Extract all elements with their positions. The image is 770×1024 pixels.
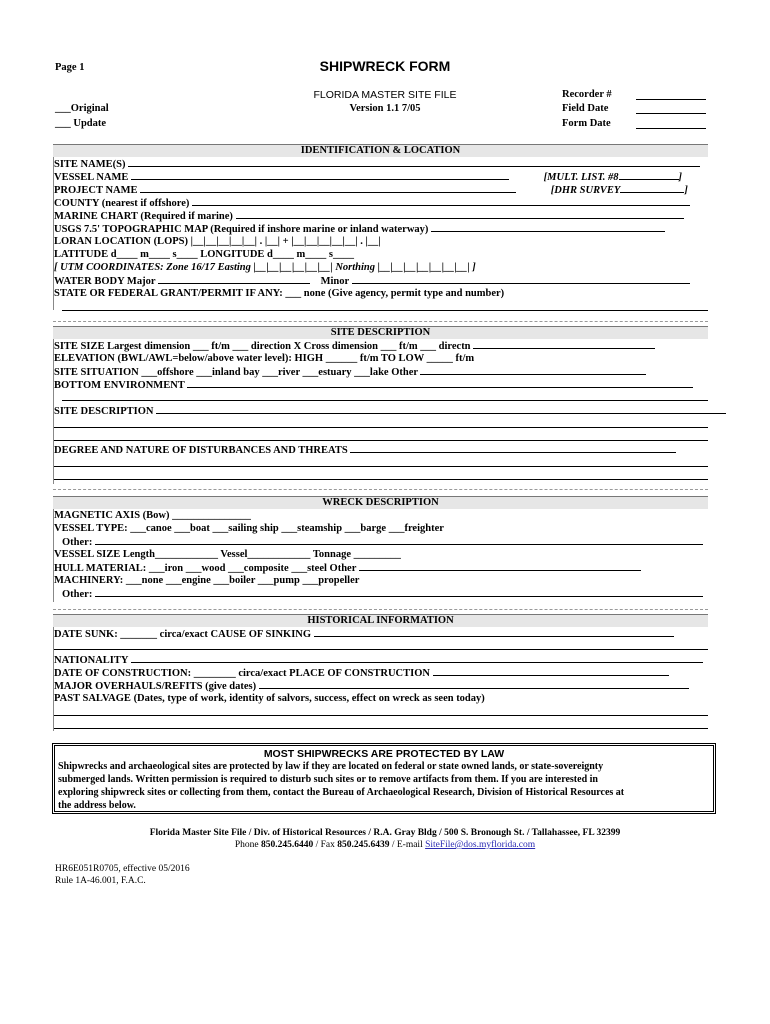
disturbances-field-2[interactable] xyxy=(54,466,708,467)
overhauls-label: MAJOR OVERHAULS/REFITS (give dates) xyxy=(54,681,257,692)
bottom-field-2[interactable] xyxy=(62,400,708,401)
cause-field-2[interactable] xyxy=(54,649,708,650)
site-size-label[interactable]: SITE SIZE Largest dimension ___ ft/m ___ direction X Cross dimension ___ ft/m ___ directn xyxy=(54,341,471,352)
grant-label: STATE OR FEDERAL GRANT/PERMIT IF ANY: ___ none (Give agency, permit type and number) xyxy=(54,288,505,299)
vessel-name-field[interactable] xyxy=(131,170,509,180)
site-description-heading: SITE DESCRIPTION xyxy=(53,326,708,339)
footer-contact xyxy=(0,840,770,850)
project-name-label: PROJECT NAME xyxy=(54,185,138,196)
fax-number: 850.245.6439 xyxy=(337,840,390,850)
rule-reference: Rule 1A-46.001, F.A.C. xyxy=(55,876,146,886)
field-date-label: Field Date xyxy=(562,103,609,114)
mult-list-label: [MULT. LIST. #8 xyxy=(543,172,619,183)
nationality-row xyxy=(54,653,708,666)
project-name-row: PROJECT NAME [DHR SURVEY ] xyxy=(54,185,688,196)
historical-heading: HISTORICAL INFORMATION xyxy=(53,614,708,627)
salvage-row xyxy=(54,692,708,705)
date-sunk-row xyxy=(54,627,708,640)
county-label: COUNTY (nearest if offshore) xyxy=(54,198,190,209)
marine-chart-field[interactable] xyxy=(236,209,684,219)
site-names-label: SITE NAME(S) xyxy=(54,159,126,170)
vessel-type-other-label: Other: xyxy=(62,537,93,548)
form-date-field[interactable] xyxy=(636,128,706,129)
footer-address: Florida Master Site File / Div. of Historical Resources / R.A. Gray Bldg / 500 S. Bronough St. / Tallahassee, FL 32399 xyxy=(149,828,621,838)
law-notice-box xyxy=(52,743,716,814)
water-body-label: WATER BODY Major xyxy=(54,276,156,287)
salvage-field[interactable] xyxy=(54,715,708,716)
update-checkbox[interactable]: ___ Update xyxy=(55,118,107,129)
marine-chart-label: MARINE CHART (Required if marine) xyxy=(54,211,233,222)
form-date-label: Form Date xyxy=(562,118,611,129)
lat-long-row xyxy=(54,248,708,261)
disturbances-field[interactable] xyxy=(350,443,676,453)
disturbances-row xyxy=(54,443,708,456)
identification-heading: IDENTIFICATION & LOCATION xyxy=(53,144,708,157)
law-line-1: Shipwrecks and archaeological sites are protected by law if they are located on federal or state owned lands, or state-sovereignty xyxy=(58,761,604,772)
grant-field[interactable] xyxy=(62,310,708,311)
elevation-row xyxy=(54,352,708,365)
law-line-4: the address below. xyxy=(58,800,136,811)
water-body-row xyxy=(54,274,708,287)
form-subtitle: FLORIDA MASTER SITE FILE xyxy=(313,89,457,101)
project-name-field[interactable] xyxy=(140,183,516,193)
machinery-other-label: Other: xyxy=(62,589,93,600)
section-separator xyxy=(53,489,708,490)
loran-row xyxy=(54,235,708,248)
wreck-heading: WRECK DESCRIPTION xyxy=(53,496,708,509)
email-link[interactable]: SiteFile@dos.myflorida.com xyxy=(425,840,536,850)
hull-other-field[interactable] xyxy=(359,561,641,571)
phone-prefix: Phone xyxy=(234,840,261,850)
dhr-survey-field[interactable] xyxy=(620,183,684,193)
machinery-other-row xyxy=(54,587,716,600)
email-prefix: / E-mail xyxy=(389,840,426,850)
magnetic-label[interactable]: MAGNETIC AXIS (Bow) _______________ xyxy=(54,510,251,521)
recorder-field[interactable] xyxy=(636,99,706,100)
overhauls-field[interactable] xyxy=(259,679,689,689)
mult-list-field[interactable] xyxy=(619,170,679,180)
county-field[interactable] xyxy=(192,196,690,206)
situation-row xyxy=(54,365,708,378)
field-date-field[interactable] xyxy=(636,113,706,114)
hull-row xyxy=(54,561,708,574)
description-row xyxy=(54,404,708,417)
nationality-label: NATIONALITY xyxy=(54,655,129,666)
form-code: HR6E051R0705, effective 05/2016 xyxy=(55,864,190,874)
machinery-other-field[interactable] xyxy=(95,587,703,597)
form-title: SHIPWRECK FORM xyxy=(319,58,451,74)
vessel-type-other-field[interactable] xyxy=(95,535,703,545)
law-heading: MOST SHIPWRECKS ARE PROTECTED BY LAW xyxy=(263,748,505,760)
site-names-row xyxy=(54,157,708,170)
vessel-type-other-row xyxy=(54,535,716,548)
usgs-label: USGS 7.5' TOPOGRAPHIC MAP (Required if inshore marine or inland waterway) xyxy=(54,224,429,235)
page-number: Page 1 xyxy=(55,62,85,73)
disturbances-field-3[interactable] xyxy=(54,479,708,480)
usgs-field[interactable] xyxy=(431,222,665,232)
construction-row xyxy=(54,666,708,679)
elevation-label[interactable]: ELEVATION (BWL/AWL=below/above water level): HIGH ______ ft/m TO LOW _____ ft/m xyxy=(54,353,475,364)
marine-chart-row xyxy=(54,209,708,222)
construction-label[interactable]: DATE OF CONSTRUCTION: ________ circa/exact PLACE OF CONSTRUCTION xyxy=(54,668,430,679)
hull-label[interactable]: HULL MATERIAL: ___iron ___wood ___composite ___steel Other xyxy=(54,563,357,574)
law-line-2: submerged lands. Written permission is required to disturb such sites or to remove artifacts from them. If you are interested in xyxy=(58,774,598,785)
utm-row xyxy=(54,261,708,274)
form-version: Version 1.1 7/05 xyxy=(349,103,421,114)
salvage-field-2[interactable] xyxy=(54,728,708,729)
bottom-row xyxy=(54,378,708,391)
water-body-minor-label: Minor xyxy=(320,276,349,287)
usgs-row xyxy=(54,222,708,235)
county-row xyxy=(54,196,708,209)
lat-long-label[interactable]: LATITUDE d____ m____ s____ LONGITUDE d____ m____ s____ xyxy=(54,249,354,260)
description-label: SITE DESCRIPTION xyxy=(54,406,154,417)
phone-number: 850.245.6440 xyxy=(260,840,314,850)
situation-other-field[interactable] xyxy=(420,365,646,375)
vessel-type-label[interactable]: VESSEL TYPE: ___canoe ___boat ___sailing ship ___steamship ___barge ___freighter xyxy=(54,523,444,534)
vessel-name-row: VESSEL NAME [MULT. LIST. #8 ] xyxy=(54,172,683,183)
vessel-size-label[interactable]: VESSEL SIZE Length____________ Vessel____________ Tonnage _________ xyxy=(54,549,401,560)
utm-label[interactable]: [ UTM COORDINATES: Zone 16/17 Easting |__|__|__|__|__|__| Northing |__|__|__|__|__|__|__| ] xyxy=(54,262,476,273)
section-separator xyxy=(53,609,708,610)
magnetic-row xyxy=(54,509,708,522)
dhr-survey-label: [DHR SURVEY xyxy=(550,185,621,196)
bottom-label: BOTTOM ENVIRONMENT xyxy=(54,380,185,391)
bottom-field[interactable] xyxy=(187,378,693,388)
site-size-row xyxy=(54,339,708,352)
salvage-label: PAST SALVAGE (Dates, type of work, identity of salvors, success, effect on wreck as seen today) xyxy=(54,693,485,704)
site-names-field[interactable] xyxy=(128,157,700,167)
nationality-field[interactable] xyxy=(131,653,703,663)
situation-label[interactable]: SITE SITUATION ___offshore ___inland bay ___river ___estuary ___lake Other xyxy=(54,367,418,378)
construction-place-field[interactable] xyxy=(433,666,669,676)
original-checkbox[interactable]: ___Original xyxy=(55,103,109,114)
description-field[interactable] xyxy=(156,404,726,414)
machinery-label[interactable]: MACHINERY: ___none ___engine ___boiler ___pump ___propeller xyxy=(54,575,360,586)
recorder-label: Recorder # xyxy=(562,89,612,100)
section-separator xyxy=(53,321,708,322)
overhauls-row xyxy=(54,679,708,692)
loran-label[interactable]: LORAN LOCATION (LOPS) |__|__|__|__|__| . |__| + |__|__|__|__|__| . |__| xyxy=(54,236,381,247)
water-body-minor-field[interactable] xyxy=(352,274,690,284)
machinery-row xyxy=(54,574,708,587)
vessel-name-label: VESSEL NAME xyxy=(54,172,129,183)
fax-prefix: / Fax xyxy=(313,840,338,850)
grant-row xyxy=(54,287,708,300)
site-size-field[interactable] xyxy=(473,339,655,349)
date-sunk-label[interactable]: DATE SUNK: _______ circa/exact CAUSE OF SINKING xyxy=(54,629,312,640)
vessel-size-row xyxy=(54,548,708,561)
vessel-type-row xyxy=(54,522,708,535)
water-body-major-field[interactable] xyxy=(158,274,310,284)
cause-field[interactable] xyxy=(314,627,674,637)
law-line-3: exploring shipwreck sites or collecting from them, contact the Bureau of Archaeological Research, Division of Historical Resources at xyxy=(58,787,625,798)
description-field-3[interactable] xyxy=(54,440,708,441)
description-field-2[interactable] xyxy=(54,427,708,428)
disturbances-label: DEGREE AND NATURE OF DISTURBANCES AND THREATS xyxy=(54,445,348,456)
